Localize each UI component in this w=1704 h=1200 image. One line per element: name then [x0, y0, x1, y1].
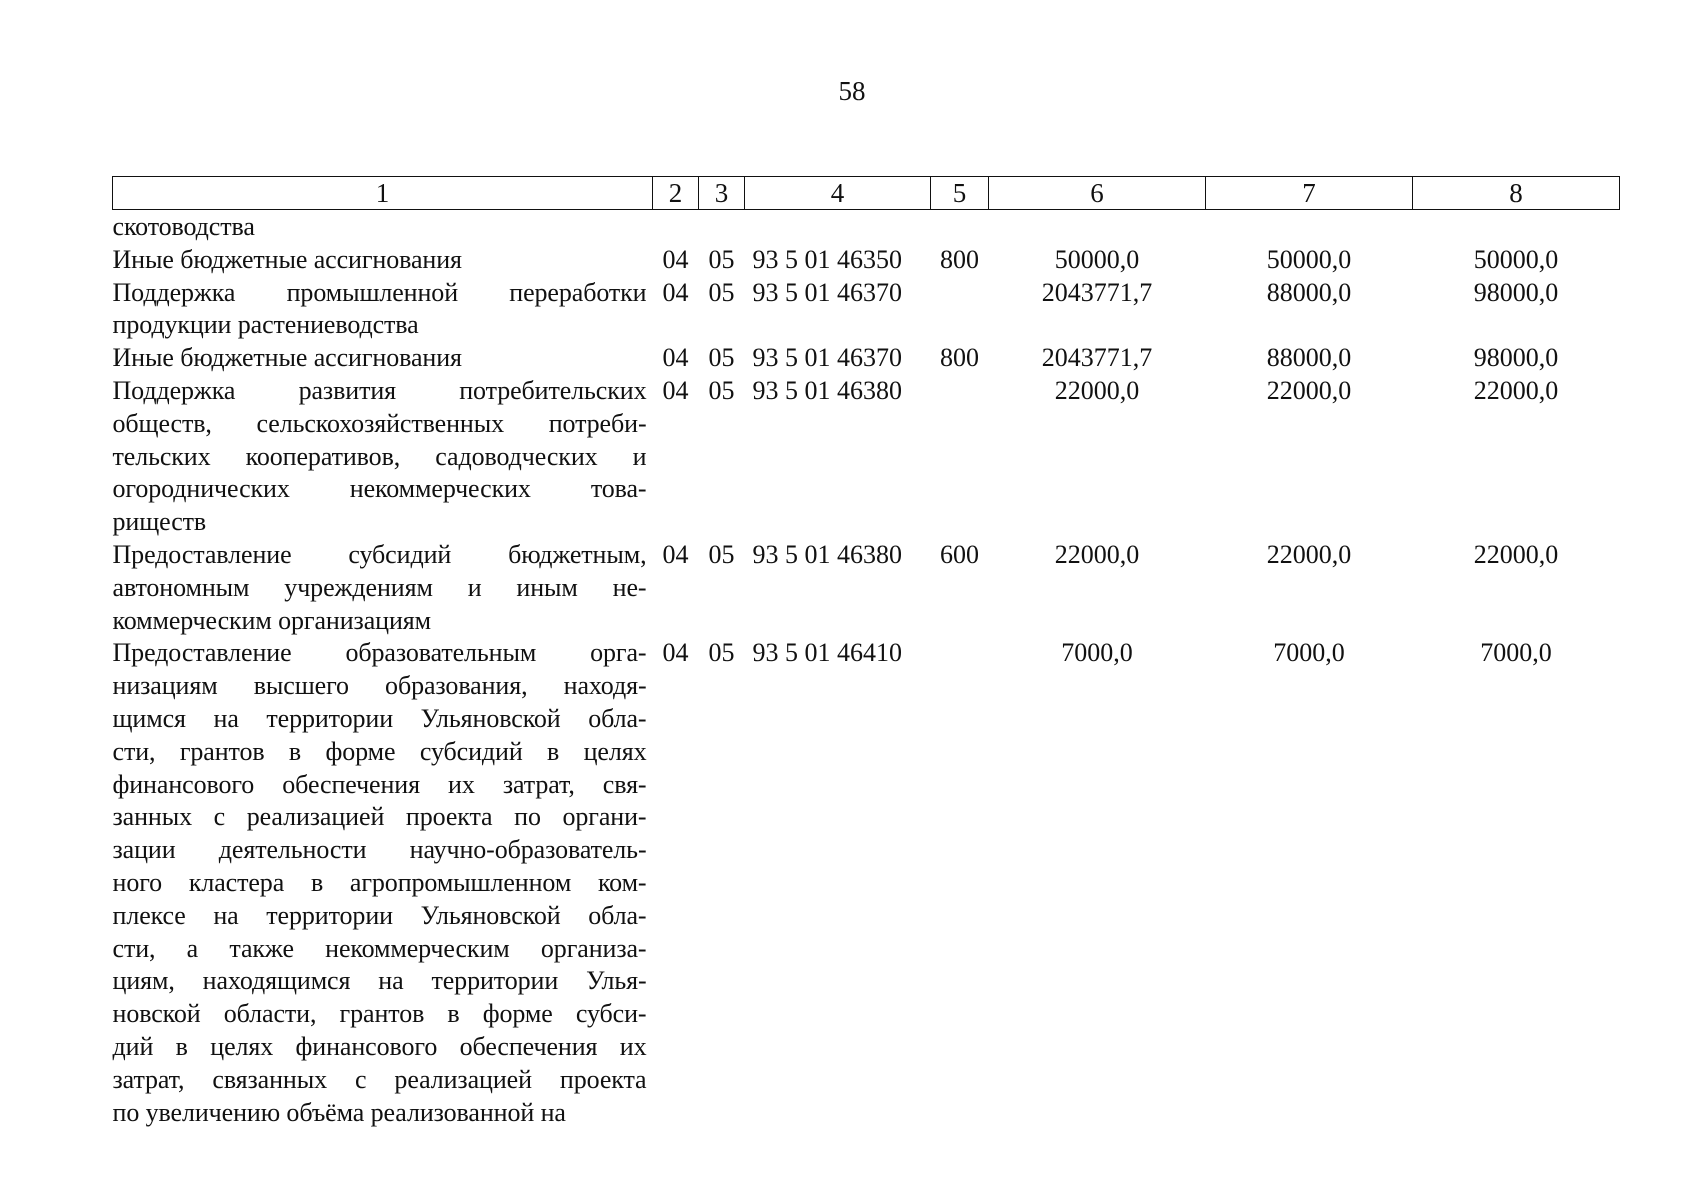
row-name: [113, 637, 653, 1129]
table-row: [113, 637, 1620, 1129]
table-row: [113, 277, 1620, 343]
amount-year-2: 22000,0: [1266, 539, 1352, 569]
amount-year-1: 7000,0: [1061, 638, 1133, 668]
column-header: 7: [1206, 177, 1413, 210]
row-name-line: сти, а также некоммерческим организа-: [112, 933, 647, 963]
target-article-code: [745, 210, 931, 244]
row-name-line: циям, находящимся на территории Улья-: [112, 966, 647, 996]
row-name-line: риществ: [112, 507, 207, 537]
amount-year-3: 98000,0: [1473, 277, 1559, 307]
row-name-line: автономным учреждениям и иным не-: [112, 572, 647, 602]
table-header-row: [113, 177, 1620, 210]
target-article-code: 93 5 01 46370: [752, 277, 902, 307]
row-name-line: Иные бюджетные ассигнования: [112, 244, 462, 274]
subsection-code: [699, 210, 745, 244]
table-row: [113, 244, 1620, 277]
amount-year-3: 22000,0: [1473, 539, 1559, 569]
page-number: 58: [838, 76, 866, 106]
row-name-line: Поддержка развития потребительских: [112, 375, 647, 405]
row-name-line: продукции растениеводства: [112, 310, 419, 340]
table-row: [113, 539, 1620, 637]
row-name: [113, 342, 653, 375]
amount-year-1: 22000,0: [1054, 375, 1140, 405]
row-name-line: Иные бюджетные ассигнования: [112, 343, 462, 373]
row-name-line: скотоводства: [112, 212, 255, 241]
target-article-code: 93 5 01 46380: [752, 539, 902, 569]
section-code: [653, 210, 699, 244]
row-name-line: по увеличению объёма реализованной на: [112, 1097, 566, 1127]
section-code: 04: [662, 277, 689, 307]
table-row: [113, 210, 1620, 244]
amount-year-2: 7000,0: [1273, 638, 1345, 668]
row-name-line: дий в целях финансового обеспечения их: [112, 1031, 647, 1061]
expense-type-code: [931, 375, 989, 539]
amount-year-3: 22000,0: [1473, 375, 1559, 405]
expense-type-code: 800: [940, 244, 979, 274]
amount-year-1: 2043771,7: [1041, 277, 1153, 307]
table-row: [113, 375, 1620, 539]
target-article-code: 93 5 01 46410: [752, 638, 902, 668]
subsection-code: 05: [708, 638, 735, 668]
row-name-line: Предоставление субсидий бюджетным,: [112, 539, 647, 569]
amount-year-1: 50000,0: [1054, 244, 1140, 274]
row-name: [113, 244, 653, 277]
expense-type-code: [931, 210, 989, 244]
column-header: 6: [989, 177, 1206, 210]
expense-type-code: 600: [940, 539, 979, 569]
section-code: 04: [662, 244, 689, 274]
amount-year-1: 2043771,7: [1041, 343, 1153, 373]
expense-type-code: [931, 277, 989, 343]
row-name-line: занных с реализацией проекта по органи-: [112, 802, 647, 832]
amount-year-2: [1206, 210, 1413, 244]
subsection-code: 05: [708, 375, 735, 405]
row-name-line: тельских кооперативов, садоводческих и: [112, 441, 647, 471]
column-header: 4: [745, 177, 931, 210]
amount-year-2: 88000,0: [1266, 277, 1352, 307]
section-code: 04: [662, 539, 689, 569]
target-article-code: 93 5 01 46350: [752, 244, 902, 274]
amount-year-2: 88000,0: [1266, 343, 1352, 373]
subsection-code: 05: [708, 343, 735, 373]
section-code: 04: [662, 343, 689, 373]
target-article-code: 93 5 01 46380: [752, 375, 902, 405]
row-name-line: новской области, грантов в форме субси-: [112, 999, 647, 1029]
section-code: 04: [662, 638, 689, 668]
table-row: [113, 342, 1620, 375]
row-name-line: низациям высшего образования, находя-: [112, 671, 647, 701]
subsection-code: 05: [708, 539, 735, 569]
column-header: 2: [653, 177, 699, 210]
row-name-line: плексе на территории Ульяновской обла-: [112, 900, 647, 930]
row-name: [113, 277, 653, 343]
amount-year-2: 22000,0: [1266, 375, 1352, 405]
expense-type-code: 800: [940, 343, 979, 373]
amount-year-3: 50000,0: [1473, 244, 1559, 274]
row-name-line: коммерческим организациям: [112, 605, 432, 635]
row-name-line: ного кластера в агропромышленном ком-: [112, 867, 647, 897]
row-name-line: финансового обеспечения их затрат, свя-: [112, 769, 647, 799]
column-header: 3: [699, 177, 745, 210]
row-name-line: затрат, связанных с реализацией проекта: [112, 1064, 647, 1094]
row-name-line: огороднических некоммерческих това-: [112, 474, 647, 504]
amount-year-1: 22000,0: [1054, 539, 1140, 569]
row-name-line: щимся на территории Ульяновской обла-: [112, 703, 647, 733]
amount-year-3: 98000,0: [1473, 343, 1559, 373]
subsection-code: 05: [708, 277, 735, 307]
row-name-line: Поддержка промышленной переработки: [112, 277, 647, 307]
row-name: [113, 539, 653, 637]
row-name-line: сти, грантов в форме субсидий в целях: [112, 736, 647, 766]
amount-year-3: [1413, 210, 1620, 244]
expense-type-code: [931, 637, 989, 1129]
target-article-code: 93 5 01 46370: [752, 343, 902, 373]
subsection-code: 05: [708, 244, 735, 274]
table-body: [113, 210, 1620, 1130]
column-header: 5: [931, 177, 989, 210]
column-header: 8: [1413, 177, 1620, 210]
section-code: 04: [662, 375, 689, 405]
amount-year-2: 50000,0: [1266, 244, 1352, 274]
budget-table: [112, 176, 1620, 1129]
row-name-line: Предоставление образовательным орга-: [112, 638, 647, 668]
row-name: [113, 210, 653, 244]
row-name-line: зации деятельности научно-образователь-: [112, 835, 647, 865]
column-header: 1: [113, 177, 653, 210]
amount-year-3: 7000,0: [1480, 638, 1552, 668]
amount-year-1: [989, 210, 1206, 244]
row-name-line: обществ, сельскохозяйственных потреби-: [112, 408, 647, 438]
row-name: [113, 375, 653, 539]
